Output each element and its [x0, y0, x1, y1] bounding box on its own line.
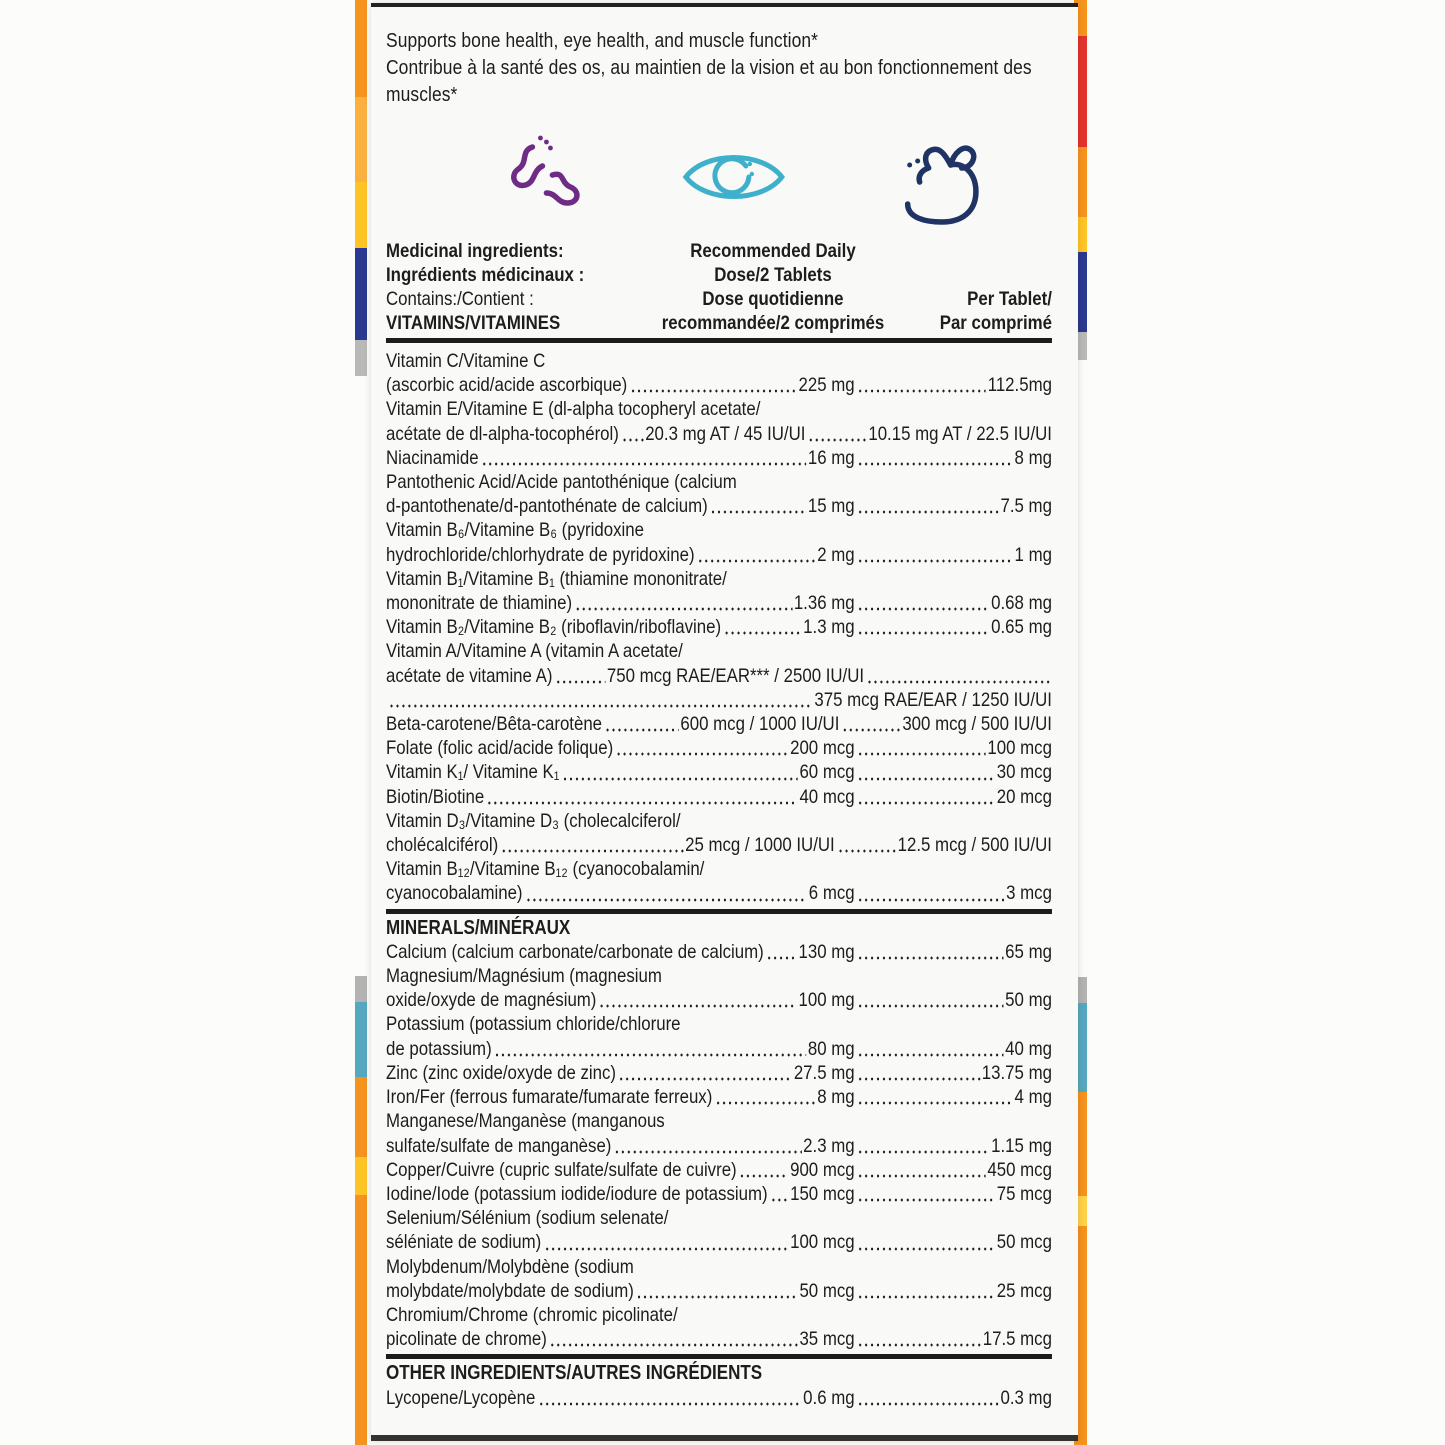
table-row: [386, 988, 1052, 1012]
per-tablet-cell: [855, 1158, 1052, 1182]
dose-value: 1.3 mg: [803, 616, 855, 639]
benefit-statement: [386, 27, 1052, 108]
table-row: [386, 1109, 1052, 1133]
stripe-segment: [355, 97, 367, 182]
table-row: [386, 1012, 1052, 1036]
header-line: Recommended Daily: [690, 240, 856, 262]
table-row: [386, 1279, 1052, 1303]
table-header: [386, 239, 1052, 335]
dot-leader: [769, 1196, 788, 1202]
per-tablet-cell: [855, 1386, 1052, 1410]
ingredient-name: oxide/oxyde de magnésium): [386, 989, 597, 1012]
package-edge-stripe-left: [355, 0, 367, 1445]
stripe-segment: [355, 1077, 367, 1157]
ingredient-name: Vitamin D₃/Vitamine D₃ (cholecalciferol/: [386, 809, 681, 832]
per-tablet-cell: [855, 1230, 1052, 1254]
benefit-statement-fr: Contribue à la santé des os, au maintien de la vision et au bon fonctionnement des muscles*: [386, 56, 1032, 106]
ingredient-name: mononitrate de thiamine): [386, 592, 573, 615]
dot-leader: [480, 460, 806, 466]
dot-leader: [856, 605, 989, 611]
header-line: recommandée/2 comprimés: [661, 312, 885, 334]
per-tablet-value: 7.5 mg: [1000, 495, 1052, 518]
dot-leader: [621, 436, 644, 442]
table-header-daily-dose: [634, 239, 911, 335]
dot-leader: [598, 1002, 797, 1008]
table-row: [386, 833, 1052, 857]
dose-value: 25 mcg / 1000 IU/UI: [685, 834, 835, 857]
per-tablet-value: 17.5 mcg: [982, 1328, 1052, 1351]
stripe-segment: [355, 376, 367, 976]
per-tablet-value: 13.75 mg: [981, 1061, 1052, 1084]
ingredient-name: acétate de dl-alpha-tocophérol): [386, 422, 619, 445]
header-line: Dose/2 Tablets: [714, 264, 832, 286]
muscle-arm-icon: [894, 128, 986, 226]
ingredient-name: Vitamin K₁/ Vitamine K₁: [386, 761, 560, 784]
supplement-facts-panel: [371, 3, 1078, 1441]
dose-value: 20.3 mg AT / 45 IU/UI: [645, 422, 806, 445]
per-tablet-cell: [855, 881, 1052, 905]
per-tablet-value: 25 mcg: [996, 1279, 1052, 1302]
ingredient-name: (ascorbic acid/acide ascorbique): [386, 374, 628, 397]
dot-leader: [636, 1293, 798, 1299]
dot-leader: [388, 702, 813, 708]
benefit-icons-row: [386, 128, 1052, 226]
per-tablet-value: 8 mg: [1014, 446, 1052, 469]
dot-leader: [856, 799, 995, 805]
ingredient-name: Vitamin B₁₂/Vitamine B₁₂ (cyanocobalamin/: [386, 858, 705, 881]
ingredient-name: Folate (folic acid/acide folique): [386, 737, 614, 760]
dose-value: 27.5 mg: [793, 1061, 855, 1084]
table-row: [386, 470, 1052, 494]
per-tablet-cell: [855, 736, 1052, 760]
dot-leader: [856, 750, 985, 756]
stripe-segment: [355, 182, 367, 248]
ingredient-name: cyanocobalamine): [386, 882, 523, 905]
table-row: [386, 1386, 1052, 1410]
dot-leader: [723, 629, 802, 635]
dot-leader: [856, 1051, 1003, 1057]
table-row: [386, 1206, 1052, 1230]
per-tablet-value: 1 mg: [1014, 543, 1052, 566]
ingredient-name: Lycopene/Lycopène: [386, 1386, 536, 1409]
header-line: Contains:/Contient :: [386, 288, 534, 310]
per-tablet-cell: [855, 591, 1052, 615]
table-row: [386, 422, 1052, 446]
per-tablet-cell: [855, 543, 1052, 567]
ingredient-name: Chromium/Chrome (chromic picolinate/: [386, 1303, 678, 1326]
per-tablet-cell: [855, 785, 1052, 809]
dot-leader: [856, 1245, 995, 1251]
dot-leader: [856, 1075, 980, 1081]
table-row: [386, 1134, 1052, 1158]
dot-leader: [856, 1002, 1003, 1008]
dose-value: 35 mcg: [799, 1328, 855, 1351]
per-tablet-value: 4 mg: [1014, 1086, 1052, 1109]
dot-leader: [866, 678, 1050, 684]
per-tablet-value: 30 mcg: [996, 761, 1052, 784]
table-row: [386, 712, 1052, 736]
dose-value: 8 mg: [817, 1086, 855, 1109]
per-tablet-value: 75 mcg: [996, 1182, 1052, 1205]
stripe-segment: [355, 976, 367, 1002]
section-title: MINERALS/MINÉRAUX: [386, 916, 571, 939]
ingredient-name: Manganese/Manganèse (manganous: [386, 1110, 665, 1133]
dose-value: 6 mcg: [808, 882, 855, 905]
table-row: [386, 639, 1052, 663]
per-tablet-value: 10.15 mg AT / 22.5 IU/UI: [868, 422, 1052, 445]
dose-value: 40 mcg: [799, 785, 855, 808]
table-row: [386, 964, 1052, 988]
dose-value: 225 mg: [798, 374, 855, 397]
table-header-per-tablet: [912, 239, 1052, 335]
dose-value: 130 mg: [798, 940, 855, 963]
table-row: [386, 1303, 1052, 1327]
per-tablet-value: 1.15 mg: [991, 1134, 1052, 1157]
per-tablet-value: 100 mcg: [987, 737, 1052, 760]
dose-value: 200 mcg: [790, 737, 855, 760]
table-row: [386, 785, 1052, 809]
per-tablet-value: 12.5 mcg / 500 IU/UI: [897, 834, 1052, 857]
dose-value: 50 mcg: [799, 1279, 855, 1302]
dot-leader: [714, 1099, 816, 1105]
section-divider: [386, 1354, 1052, 1359]
per-tablet-value: 375 mcg RAE/EAR / 1250 IU/UI: [814, 688, 1052, 711]
ingredient-name: Calcium (calcium carbonate/carbonate de calcium): [386, 940, 764, 963]
ingredient-name: Iron/Fer (ferrous fumarate/fumarate ferreux): [386, 1086, 713, 1109]
dose-value: 1.36 mg: [793, 592, 855, 615]
dose-value: 600 mcg / 1000 IU/UI: [680, 713, 840, 736]
dose-value: 750 mcg RAE/EAR*** / 2500 IU/UI: [606, 664, 865, 687]
table-row: [386, 1085, 1052, 1109]
table-row: [386, 543, 1052, 567]
table-row: [386, 809, 1052, 833]
per-tablet-cell: [855, 1037, 1052, 1061]
table-row: [386, 1255, 1052, 1279]
dot-leader: [537, 1400, 801, 1406]
dose-value: 0.6 mg: [803, 1386, 855, 1409]
table-row: [386, 1158, 1052, 1182]
dot-leader: [856, 387, 986, 393]
dose-value: 900 mcg: [790, 1158, 855, 1181]
ingredient-name: Biotin/Biotine: [386, 785, 485, 808]
dose-value: 2 mg: [817, 543, 855, 566]
per-tablet-value: 0.65 mg: [991, 616, 1052, 639]
per-tablet-value: 40 mg: [1005, 1037, 1052, 1060]
table-row: [386, 1327, 1052, 1351]
per-tablet-cell: [855, 1134, 1052, 1158]
dot-leader: [738, 1172, 788, 1178]
table-row: [386, 446, 1052, 470]
dot-leader: [856, 629, 989, 635]
stripe-segment: [355, 1157, 367, 1195]
dot-leader: [629, 387, 797, 393]
per-tablet-value: 300 mcg / 500 IU/UI: [902, 713, 1052, 736]
header-line: Par comprimé: [939, 312, 1052, 334]
table-row: [386, 518, 1052, 542]
dose-value: 80 mg: [807, 1037, 855, 1060]
section-title: OTHER INGREDIENTS/AUTRES INGRÉDIENTS: [386, 1362, 763, 1385]
ingredient-name: Pantothenic Acid/Acide pantothénique (calcium: [386, 471, 737, 494]
dose-value: 100 mg: [798, 989, 855, 1012]
ingredient-name: cholécalciférol): [386, 834, 499, 857]
section-divider: [386, 909, 1052, 914]
ingredient-name: hydrochloride/chlorhydrate de pyridoxine): [386, 543, 695, 566]
per-tablet-cell: [855, 494, 1052, 518]
dose-value: 150 mcg: [790, 1182, 855, 1205]
table-row: [386, 1230, 1052, 1254]
dot-leader: [807, 436, 867, 442]
table-row: [386, 1037, 1052, 1061]
stripe-segment: [355, 1002, 367, 1077]
table-row: [386, 615, 1052, 639]
header-line: Ingrédients médicinaux :: [386, 264, 585, 286]
dot-leader: [604, 726, 679, 732]
eye-icon: [680, 144, 788, 210]
per-tablet-value: 3 mcg: [1006, 882, 1052, 905]
ingredients-table: [386, 345, 1052, 1410]
dot-leader: [543, 1245, 788, 1251]
dot-leader: [709, 508, 806, 514]
dot-leader: [500, 847, 683, 853]
ingredient-name: Vitamin E/Vitamine E (dl-alpha tocopheryl acetate/: [386, 398, 761, 421]
ingredient-name: Zinc (zinc oxide/oxyde de zinc): [386, 1061, 617, 1084]
ingredient-name: molybdate/molybdate de sodium): [386, 1279, 634, 1302]
dot-leader: [856, 954, 1003, 960]
dot-leader: [836, 847, 896, 853]
per-tablet-cell: [855, 373, 1052, 397]
per-tablet-cell: [855, 1182, 1052, 1206]
table-row: [386, 1182, 1052, 1206]
dose-value: 15 mg: [807, 495, 855, 518]
per-tablet-value: 20 mcg: [996, 785, 1052, 808]
dot-leader: [554, 678, 605, 684]
table-row: [386, 591, 1052, 615]
dot-leader: [856, 460, 1013, 466]
ingredient-name: d-pantothenate/d-pantothénate de calcium): [386, 495, 708, 518]
table-row: [386, 349, 1052, 373]
dot-leader: [856, 1341, 981, 1347]
table-row: [386, 494, 1052, 518]
per-tablet-value: 112.5mg: [987, 374, 1052, 397]
ingredient-name: Vitamin B₁/Vitamine B₁ (thiamine mononitrate/: [386, 567, 727, 590]
dot-leader: [856, 557, 1013, 563]
ingredient-name: Magnesium/Magnésium (magnesium: [386, 965, 662, 988]
stripe-segment: [355, 340, 367, 376]
ingredient-name: Selenium/Sélénium (sodium selenate/: [386, 1207, 669, 1230]
per-tablet-cell: [855, 760, 1052, 784]
per-tablet-value: 50 mg: [1005, 989, 1052, 1012]
table-row: [386, 688, 1052, 712]
per-tablet-cell: [855, 1279, 1052, 1303]
table-row: [386, 940, 1052, 964]
table-row: [386, 736, 1052, 760]
per-tablet-value: 65 mg: [1005, 940, 1052, 963]
ingredient-name: Copper/Cuivre (cupric sulfate/sulfate de cuivre): [386, 1158, 737, 1181]
per-tablet-value: 450 mcg: [987, 1158, 1052, 1181]
dot-leader: [856, 775, 995, 781]
table-row: [386, 760, 1052, 784]
per-tablet-value: 0.68 mg: [991, 592, 1052, 615]
dot-leader: [856, 1172, 985, 1178]
table-row: [386, 397, 1052, 421]
header-line: Medicinal ingredients:: [386, 240, 564, 262]
stripe-segment: [355, 248, 367, 340]
ingredient-name: Vitamin B₆/Vitamine B₆ (pyridoxine: [386, 519, 644, 542]
dot-leader: [856, 1400, 998, 1406]
table-header-ingredients: [386, 239, 634, 335]
dot-leader: [696, 557, 815, 563]
benefit-statement-en: Supports bone health, eye health, and muscle function*: [386, 29, 819, 52]
dot-leader: [841, 726, 901, 732]
per-tablet-cell: [855, 1327, 1052, 1351]
dose-value: 60 mcg: [799, 761, 855, 784]
ingredient-name: séléniate de sodium): [386, 1231, 542, 1254]
table-row: [386, 881, 1052, 905]
per-tablet-cell: [855, 988, 1052, 1012]
dot-leader: [856, 1293, 995, 1299]
dot-leader: [524, 896, 807, 902]
per-tablet-cell: [855, 446, 1052, 470]
per-tablet-cell: [855, 940, 1052, 964]
ingredient-name: acétate de vitamine A): [386, 664, 553, 687]
table-row: [386, 857, 1052, 881]
dot-leader: [613, 1148, 801, 1154]
dot-leader: [493, 1051, 806, 1057]
header-line: Dose quotidienne: [702, 288, 844, 310]
dose-value: 2.3 mg: [803, 1134, 855, 1157]
per-tablet-cell: [855, 615, 1052, 639]
section-divider: [386, 338, 1052, 343]
dot-leader: [856, 1148, 989, 1154]
ingredient-name: Beta-carotene/Bêta-carotène: [386, 713, 603, 736]
dot-leader: [856, 896, 1004, 902]
per-tablet-value: 0.3 mg: [1000, 1386, 1052, 1409]
table-row: [386, 373, 1052, 397]
header-line: VITAMINS/VITAMINES: [386, 312, 561, 334]
ingredient-name: Molybdenum/Molybdène (sodium: [386, 1255, 634, 1278]
ingredient-name: Potassium (potassium chloride/chlorure: [386, 1013, 681, 1036]
dot-leader: [618, 1075, 792, 1081]
stripe-segment: [355, 1195, 367, 1445]
ingredient-name: Niacinamide: [386, 446, 479, 469]
dot-leader: [549, 1341, 798, 1347]
dose-value: 100 mcg: [790, 1231, 855, 1254]
ingredient-name: Vitamin C/Vitamine C: [386, 350, 546, 372]
per-tablet-value: 50 mcg: [996, 1231, 1052, 1254]
dot-leader: [856, 1099, 1013, 1105]
per-tablet-cell: [855, 1061, 1052, 1085]
ingredient-name: Vitamin B₂/Vitamine B₂ (riboflavin/riboflavine): [386, 616, 722, 639]
dot-leader: [561, 775, 798, 781]
table-row: [386, 664, 1052, 688]
ingredient-name: de potassium): [386, 1037, 492, 1060]
header-line: Per Tablet/: [967, 288, 1052, 310]
dot-leader: [486, 799, 798, 805]
dot-leader: [615, 750, 788, 756]
bone-joint-icon: [502, 131, 594, 223]
ingredient-name: Vitamin A/Vitamine A (vitamin A acetate/: [386, 640, 683, 663]
dot-leader: [574, 605, 792, 611]
dot-leader: [856, 508, 998, 514]
stripe-segment: [355, 0, 367, 97]
ingredient-name: picolinate de chrome): [386, 1328, 547, 1351]
ingredient-name: sulfate/sulfate de manganèse): [386, 1134, 612, 1157]
table-row: [386, 1061, 1052, 1085]
dose-value: 16 mg: [807, 446, 855, 469]
per-tablet-cell: [855, 1085, 1052, 1109]
dot-leader: [856, 1196, 995, 1202]
ingredient-name: Iodine/Iode (potassium iodide/iodure de potassium): [386, 1182, 768, 1205]
dot-leader: [765, 954, 796, 960]
table-row: [386, 567, 1052, 591]
